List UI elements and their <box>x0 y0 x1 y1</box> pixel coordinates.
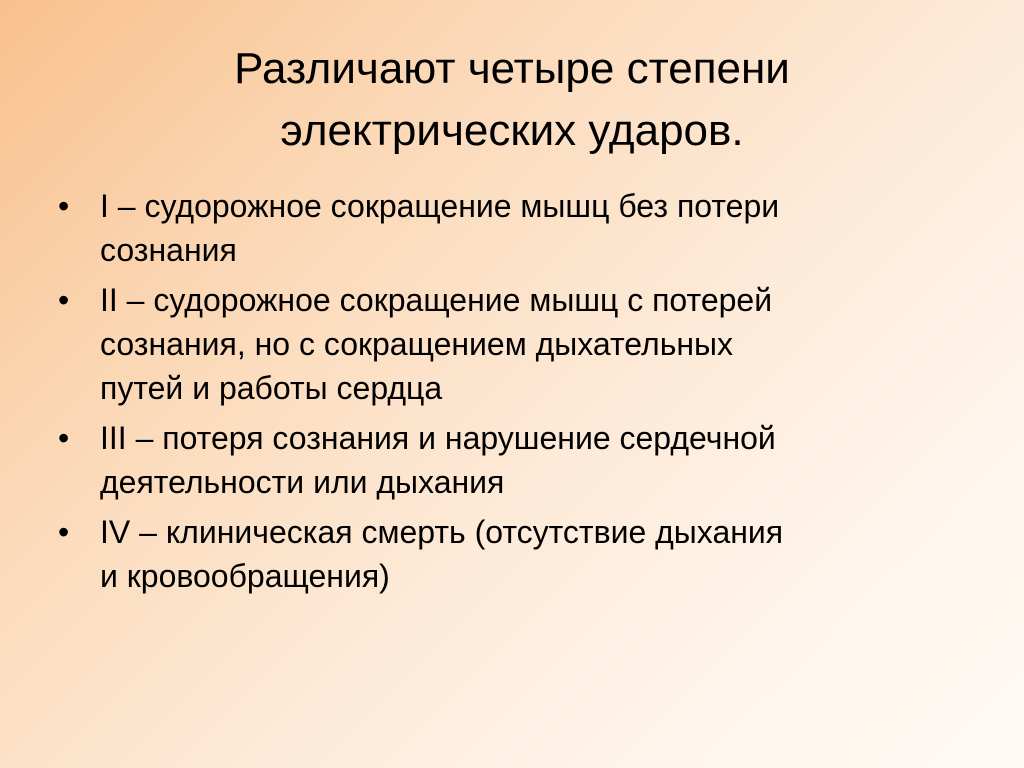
bullet-icon: • <box>58 514 70 550</box>
bullet-icon: • <box>58 188 70 224</box>
bullet-item-degree-1 <box>58 184 968 272</box>
slide-title <box>80 38 944 162</box>
bullet-icon: • <box>58 420 70 456</box>
bullet-text-line: сознания <box>100 232 237 268</box>
bullet-text-line: сознания, но с сокращением дыхательных <box>100 326 734 362</box>
bullet-text-line: I – судорожное сокращение мышц без потери <box>100 188 780 224</box>
bullet-text-line: III – потеря сознания и нарушение сердечной <box>100 420 776 456</box>
bullet-list <box>58 184 968 604</box>
bullet-text-line: IV – клиническая смерть (отсутствие дыхания <box>100 514 784 550</box>
bullet-item-degree-3 <box>58 416 968 504</box>
slide-title-line: Различают четыре степени <box>234 44 790 93</box>
bullet-text-line: и кровообращения) <box>100 558 390 594</box>
bullet-icon: • <box>58 282 70 318</box>
bullet-text-line: деятельности или дыхания <box>100 464 505 500</box>
bullet-text-line: путей и работы сердца <box>100 370 443 406</box>
slide-title-line: электрических ударов. <box>280 106 744 155</box>
bullet-item-degree-4 <box>58 510 968 598</box>
bullet-text-line: II – судорожное сокращение мышц с потерей <box>100 282 773 318</box>
bullet-item-degree-2 <box>58 278 968 410</box>
